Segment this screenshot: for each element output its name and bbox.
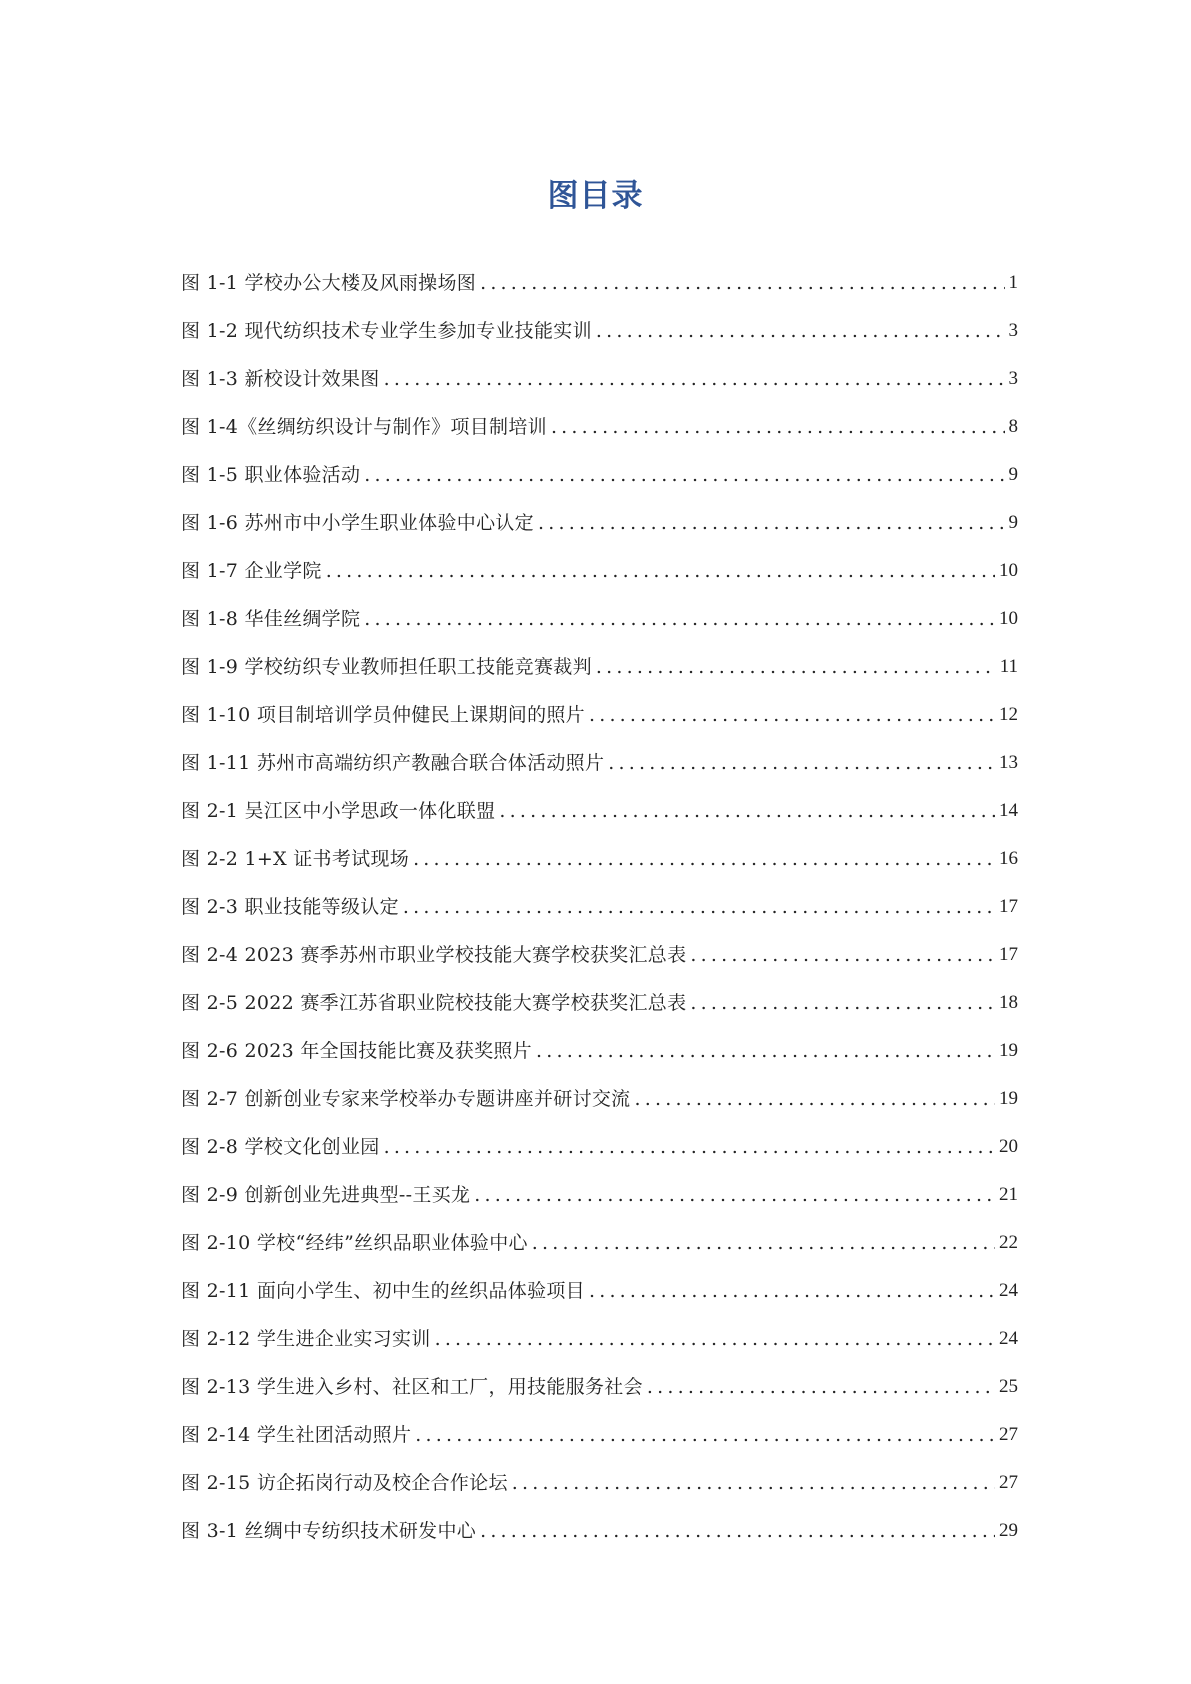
entry-label: 图 2-8 学校文化创业园: [181, 1136, 380, 1158]
dot-leader: [536, 1039, 995, 1063]
entry-label: 图 2-9 创新创业先进典型--王买龙: [181, 1184, 471, 1206]
entry-page-number: 11: [999, 656, 1018, 677]
entry-page-number: 20: [999, 1136, 1018, 1157]
entry-label: 图 1-6 苏州市中小学生职业体验中心认定: [181, 512, 534, 534]
entry-label: 图 1-5 职业体验活动: [181, 464, 361, 486]
entry-page-number: 16: [999, 848, 1018, 869]
toc-entry[interactable]: [181, 247, 1018, 295]
entry-label: 图 2-15 访企拓岗行动及校企合作论坛: [181, 1472, 508, 1494]
entry-page-number: 27: [999, 1472, 1018, 1493]
entry-label: 图 1-2 现代纺织技术专业学生参加专业技能实训: [181, 320, 592, 342]
toc-entry[interactable]: [181, 391, 1018, 439]
toc-entry[interactable]: [181, 1207, 1018, 1255]
toc-entry[interactable]: [181, 775, 1018, 823]
entry-page-number: 8: [1008, 416, 1018, 437]
dot-leader: [364, 607, 995, 631]
dot-leader: [384, 367, 1005, 391]
entry-label: 图 1-11 苏州市高端纺织产教融合联合体活动照片: [181, 752, 605, 774]
toc-entry[interactable]: [181, 631, 1018, 679]
dot-leader: [480, 1519, 995, 1543]
toc-entry[interactable]: [181, 343, 1018, 391]
entry-label: 图 2-10 学校“经纬”丝织品职业体验中心: [181, 1232, 528, 1254]
toc-entry[interactable]: [181, 439, 1018, 487]
dot-leader: [403, 895, 995, 919]
toc-entry[interactable]: [181, 1063, 1018, 1111]
dot-leader: [608, 751, 995, 775]
entry-page-number: 19: [999, 1040, 1018, 1061]
entry-label: 图 2-7 创新创业专家来学校举办专题讲座并研讨交流: [181, 1088, 631, 1110]
entry-page-number: 13: [999, 752, 1018, 773]
entry-label: 图 2-4 2023 赛季苏州市职业学校技能大赛学校获奖汇总表: [181, 944, 687, 966]
dot-leader: [596, 319, 1005, 343]
dot-leader: [415, 1423, 995, 1447]
dot-leader: [326, 559, 995, 583]
entry-label: 图 2-14 学生社团活动照片: [181, 1424, 412, 1446]
dot-leader: [435, 1327, 995, 1351]
toc-entry[interactable]: [181, 1447, 1018, 1495]
entry-label: 图 1-3 新校设计效果图: [181, 368, 380, 390]
entry-label: 图 2-5 2022 赛季江苏省职业院校技能大赛学校获奖汇总表: [181, 992, 687, 1014]
toc-entry[interactable]: [181, 1303, 1018, 1351]
toc-entry[interactable]: [181, 919, 1018, 967]
dot-leader: [512, 1471, 995, 1495]
entry-page-number: 25: [999, 1376, 1018, 1397]
entry-page-number: 3: [1008, 320, 1018, 341]
toc-entry[interactable]: [181, 1399, 1018, 1447]
entry-label: 图 3-1 丝绸中专纺织技术研发中心: [181, 1520, 477, 1542]
entry-label: 图 2-3 职业技能等级认定: [181, 896, 399, 918]
entry-label: 图 1-8 华佳丝绸学院: [181, 608, 361, 630]
dot-leader: [538, 511, 1005, 535]
entry-label: 图 2-12 学生进企业实习实训: [181, 1328, 431, 1350]
entry-label: 图 2-6 2023 年全国技能比赛及获奖照片: [181, 1040, 532, 1062]
toc-entry[interactable]: [181, 727, 1018, 775]
dot-leader: [413, 847, 995, 871]
entry-page-number: 10: [999, 608, 1018, 629]
entry-label: 图 2-2 1+X 证书考试现场: [181, 848, 410, 870]
entry-page-number: 3: [1008, 368, 1018, 389]
entry-label: 图 2-11 面向小学生、初中生的丝织品体验项目: [181, 1280, 585, 1302]
entry-page-number: 19: [999, 1088, 1018, 1109]
toc-entry[interactable]: [181, 1159, 1018, 1207]
entry-page-number: 17: [999, 896, 1018, 917]
entry-page-number: 17: [999, 944, 1018, 965]
toc-entry[interactable]: [181, 679, 1018, 727]
toc-entry[interactable]: [181, 1111, 1018, 1159]
toc-entry[interactable]: [181, 583, 1018, 631]
entry-page-number: 22: [999, 1232, 1018, 1253]
entry-label: 图 1-1 学校办公大楼及风雨操场图: [181, 272, 477, 294]
entry-label: 图 2-13 学生进入乡村、社区和工厂，用技能服务社会: [181, 1376, 643, 1398]
entry-label: 图 1-4《丝绸纺织设计与制作》项目制培训: [181, 416, 547, 438]
dot-leader: [589, 1279, 995, 1303]
entry-page-number: 14: [999, 800, 1018, 821]
entry-page-number: 24: [999, 1280, 1018, 1301]
toc-entry[interactable]: [181, 535, 1018, 583]
dot-leader: [474, 1183, 995, 1207]
toc-entry[interactable]: [181, 1015, 1018, 1063]
entry-page-number: 29: [999, 1520, 1018, 1541]
toc-entry[interactable]: [181, 823, 1018, 871]
dot-leader: [596, 655, 996, 679]
entry-page-number: 12: [999, 704, 1018, 725]
dot-leader: [480, 271, 1004, 295]
dot-leader: [690, 943, 995, 967]
entry-label: 图 1-7 企业学院: [181, 560, 322, 582]
entry-label: 图 2-1 吴江区中小学思政一体化联盟: [181, 800, 496, 822]
toc-entry[interactable]: [181, 1351, 1018, 1399]
dot-leader: [384, 1135, 995, 1159]
page-title: 图目录: [547, 178, 644, 214]
entry-label: 图 1-10 项目制培训学员仲健民上课期间的照片: [181, 704, 585, 726]
entry-label: 图 1-9 学校纺织专业教师担任职工技能竞赛裁判: [181, 656, 592, 678]
toc-entry[interactable]: [181, 1255, 1018, 1303]
entry-page-number: 24: [999, 1328, 1018, 1349]
toc-entry[interactable]: [181, 871, 1018, 919]
entry-page-number: 10: [999, 560, 1018, 581]
dot-leader: [364, 463, 1004, 487]
toc-entry[interactable]: [181, 967, 1018, 1015]
entry-page-number: 18: [999, 992, 1018, 1013]
entry-page-number: 1: [1008, 272, 1018, 293]
dot-leader: [551, 415, 1005, 439]
dot-leader: [647, 1375, 995, 1399]
dot-leader: [690, 991, 995, 1015]
entry-page-number: 9: [1008, 464, 1018, 485]
entry-page-number: 9: [1008, 512, 1018, 533]
toc-entry[interactable]: [181, 1495, 1018, 1543]
dot-leader: [634, 1087, 995, 1111]
dot-leader: [532, 1231, 995, 1255]
toc-entry[interactable]: [181, 295, 1018, 343]
entry-page-number: 27: [999, 1424, 1018, 1445]
figure-list: [181, 247, 1018, 1543]
dot-leader: [499, 799, 995, 823]
dot-leader: [589, 703, 995, 727]
toc-entry[interactable]: [181, 487, 1018, 535]
entry-page-number: 21: [999, 1184, 1018, 1205]
